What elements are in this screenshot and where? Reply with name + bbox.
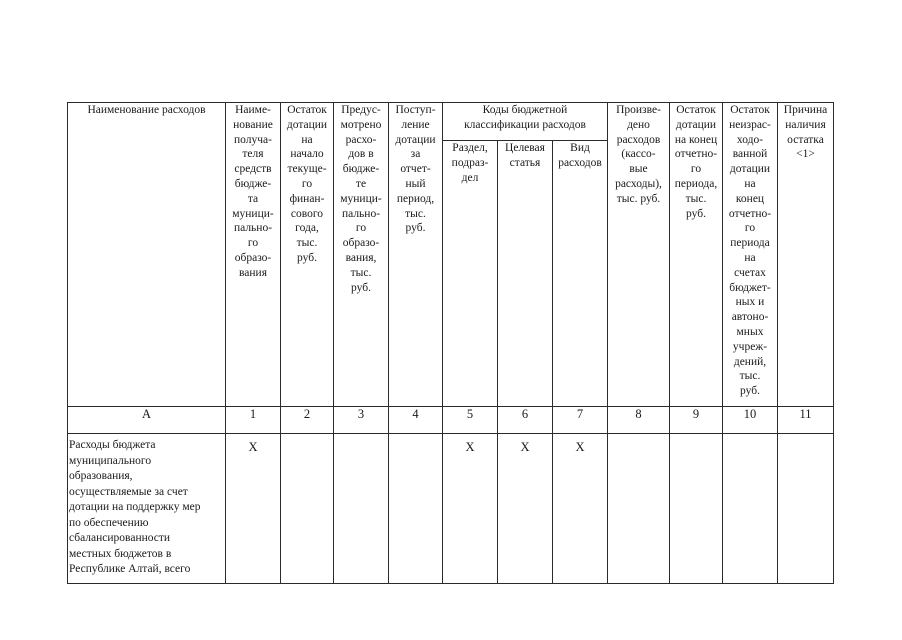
cell-start-balance	[281, 434, 334, 584]
text-line: подраз-	[451, 156, 489, 169]
text-line: классификации расходов	[464, 118, 586, 131]
text-line: бюдже-	[342, 163, 380, 176]
text-line: периода	[730, 237, 770, 250]
header-recipient	[226, 103, 281, 407]
text-line: тыс. руб.	[616, 192, 661, 205]
header-spent	[608, 103, 670, 407]
column-number: 6	[498, 407, 553, 434]
text-line: расходов	[616, 133, 661, 146]
text-line: го	[355, 222, 367, 235]
text-line: вания,	[345, 251, 377, 264]
text-line: руб.	[405, 222, 426, 235]
cell-section: X	[443, 434, 498, 584]
text-line: го	[744, 222, 756, 235]
text-line: бюдже-	[234, 177, 272, 190]
text-line: Причина	[783, 104, 828, 116]
text-line: дел	[461, 171, 479, 184]
text-line: пально-	[341, 207, 381, 220]
text-line: Расходы бюджета	[69, 439, 156, 451]
text-line: финан-	[289, 192, 325, 205]
cell-target: X	[498, 434, 553, 584]
text-line: начало	[290, 148, 324, 161]
text-line: отчетно-	[728, 207, 772, 220]
text-line: счетах	[734, 266, 766, 279]
text-line: отчетно-	[674, 148, 718, 161]
text-line: года,	[295, 222, 319, 235]
text-line: образо-	[342, 237, 380, 250]
text-line: руб.	[740, 385, 760, 398]
header-reason	[778, 103, 834, 407]
cell-reason	[778, 434, 834, 584]
cell-recipient: X	[226, 434, 281, 584]
header-target	[498, 141, 553, 407]
text-line: расхо-	[345, 133, 377, 146]
text-line: пально-	[233, 222, 273, 235]
cell-unused-balance	[723, 434, 778, 584]
text-line: расходы),	[615, 177, 662, 190]
text-line: местных бюджетов в	[69, 547, 172, 560]
text-line: Остаток	[287, 104, 327, 116]
column-number: 3	[334, 407, 389, 434]
text-line: муници-	[340, 192, 382, 205]
header-expense-name: Наименование расходов	[68, 103, 226, 407]
text-line: го	[301, 177, 313, 190]
text-line: за	[410, 148, 421, 161]
row-description	[68, 434, 226, 584]
text-line: руб.	[686, 207, 706, 220]
text-line: та	[247, 192, 259, 205]
header-unused-balance	[723, 103, 778, 407]
text-line: дений,	[733, 355, 767, 368]
cell-received	[389, 434, 443, 584]
text-line: периода,	[674, 177, 718, 190]
text-line: тыс.	[296, 237, 318, 250]
text-line: текуще-	[287, 163, 327, 176]
text-line: дотации	[395, 133, 436, 146]
column-number: 4	[389, 407, 443, 434]
text-line: период,	[396, 192, 435, 205]
text-line: теля	[242, 148, 264, 161]
text-line: ный	[405, 177, 426, 190]
column-number: 7	[553, 407, 608, 434]
header-planned	[334, 103, 389, 407]
text-line: учреж-	[732, 340, 768, 353]
text-line: на конец	[674, 133, 718, 146]
text-line: Произве-	[616, 104, 661, 116]
column-number: 9	[670, 407, 723, 434]
text-line: мотрено	[340, 118, 382, 131]
text-line: ление	[401, 118, 430, 131]
column-number: 2	[281, 407, 334, 434]
text-line: образо-	[234, 251, 272, 264]
column-number: 1	[226, 407, 281, 434]
text-line: те	[355, 177, 367, 190]
text-line: (кассо-	[621, 148, 656, 161]
text-line: статья	[509, 156, 541, 169]
text-line: тыс.	[405, 207, 426, 220]
text-line: руб.	[297, 251, 317, 264]
text-line: дотации	[286, 118, 328, 131]
text-line: образования,	[69, 470, 133, 482]
text-line: расходов	[558, 156, 602, 169]
text-line: бюджет-	[729, 281, 771, 294]
text-line: го	[247, 237, 259, 250]
text-line: вания	[239, 266, 267, 279]
text-line: Наиме-	[235, 104, 271, 116]
text-line: ходо-	[736, 133, 764, 146]
text-line: муници-	[232, 207, 274, 220]
text-line: остатка	[787, 133, 824, 146]
cell-type: X	[553, 434, 608, 584]
text-line: Остаток	[676, 104, 716, 116]
text-line: на	[301, 133, 313, 146]
text-line: получа-	[234, 133, 272, 146]
text-line: неизрас-	[729, 118, 771, 131]
table-row	[68, 434, 834, 584]
text-line: дов в	[348, 148, 374, 161]
column-number: А	[68, 407, 226, 434]
text-line: муниципального	[69, 454, 152, 467]
budget-report-table	[67, 102, 834, 584]
header-received	[389, 103, 443, 407]
text-line: тыс.	[685, 192, 707, 205]
text-line: тыс.	[739, 370, 761, 383]
text-line: Коды бюджетной	[482, 104, 568, 116]
text-line: конец	[735, 192, 765, 205]
text-line: Предус-	[341, 104, 381, 116]
column-number: 8	[608, 407, 670, 434]
text-line: Вид	[570, 142, 590, 154]
text-line: на	[744, 251, 756, 264]
text-line: Целевая	[505, 142, 545, 154]
text-line: го	[690, 163, 702, 176]
text-line: <1>	[796, 148, 815, 161]
text-line: на	[744, 177, 756, 190]
column-number-row	[68, 407, 834, 434]
header-section	[443, 141, 498, 407]
text-line: мных	[736, 325, 764, 338]
text-line: по обеспечению	[69, 516, 149, 529]
text-line: ванной	[732, 148, 768, 161]
text-line: осуществляемые за счет	[69, 485, 188, 498]
text-line: Раздел,	[452, 142, 488, 154]
text-line: сбалансированности	[69, 532, 171, 544]
text-line: Поступ-	[395, 104, 436, 116]
text-line: тыс.	[350, 266, 372, 279]
text-line: средств	[234, 163, 272, 176]
header-start-balance	[281, 103, 334, 407]
text-line: дено	[627, 118, 650, 131]
text-line: автоно-	[731, 311, 769, 324]
text-line: наличия	[785, 118, 826, 131]
text-line: Остаток	[730, 104, 770, 116]
cell-planned	[334, 434, 389, 584]
text-line: Республике Алтай, всего	[69, 563, 191, 575]
text-line: дотации	[675, 118, 717, 131]
cell-spent	[608, 434, 670, 584]
text-line: руб.	[351, 281, 371, 294]
cell-end-balance	[670, 434, 723, 584]
text-line: отчет-	[400, 163, 431, 176]
text-line: ных и	[735, 296, 765, 309]
header-type	[553, 141, 608, 407]
text-line: дотации на поддержку мер	[69, 501, 201, 513]
column-number: 11	[778, 407, 834, 434]
text-line: нование	[233, 118, 273, 131]
column-number: 10	[723, 407, 778, 434]
header-end-balance	[670, 103, 723, 407]
text-line: вые	[629, 163, 648, 176]
column-number: 5	[443, 407, 498, 434]
header-budget-codes	[443, 103, 608, 141]
text-line: дотации	[729, 163, 771, 176]
header-row-top	[68, 103, 834, 141]
text-line: сового	[290, 207, 324, 220]
